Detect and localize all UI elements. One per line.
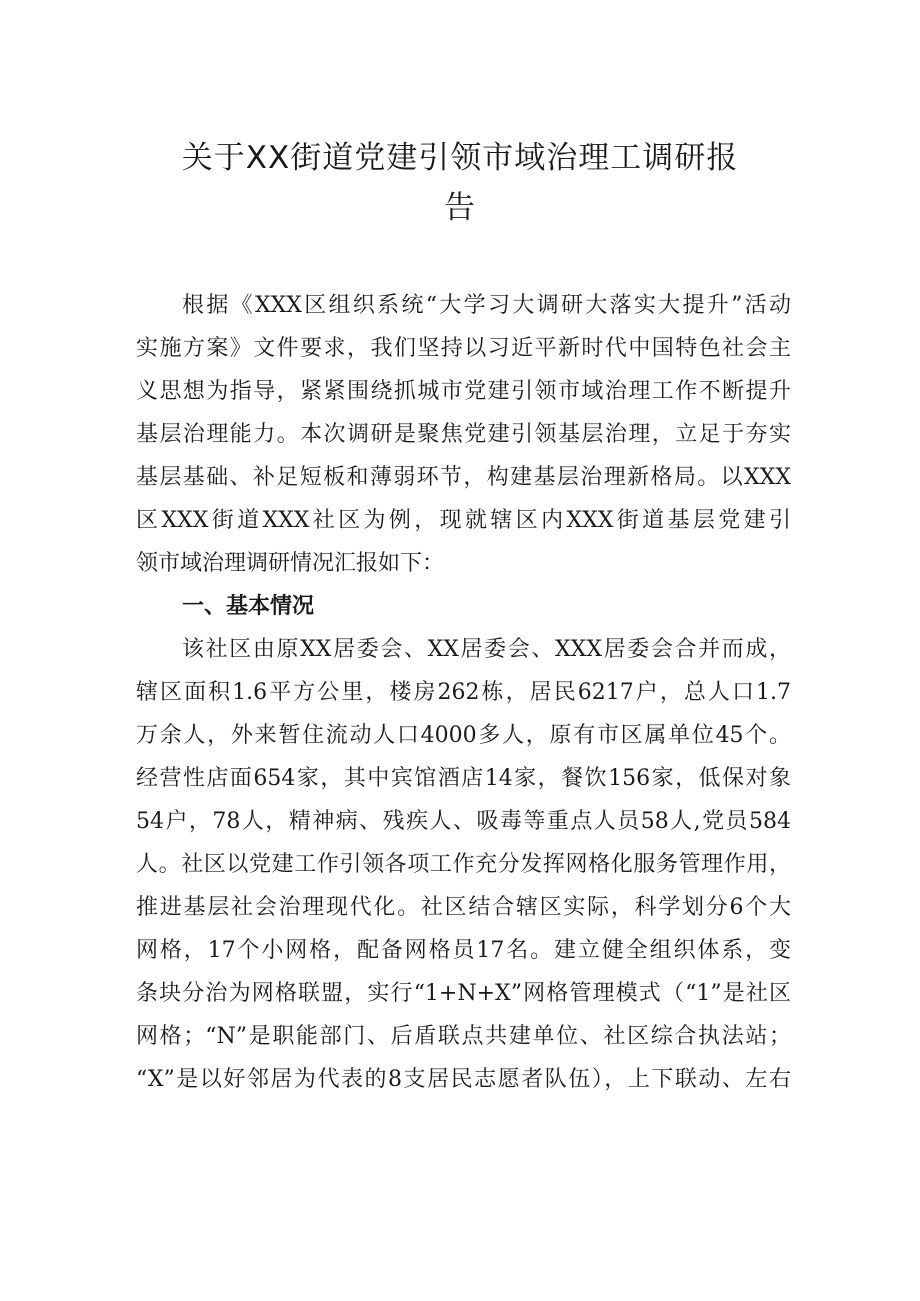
paragraph-2-line-4: 经营性店面654家，其中宾馆酒店14家，餐饮156家，低保对象 xyxy=(136,766,791,791)
paragraph-2-line-7: 推进基层社会治理现代化。社区结合辖区实际，科学划分6个大 xyxy=(136,895,791,920)
paragraph-1-line-5: 基层基础、补足短板和薄弱环节，构建基层治理新格局。以XXX xyxy=(136,465,791,490)
document-title-line-2: 告 xyxy=(444,190,476,226)
paragraph-2-line-5: 54户，78人，精神病、残疾人、吸毒等重点人员58人,党员584 xyxy=(136,809,791,834)
paragraph-1-line-7: 领市域治理调研情况汇报如下： xyxy=(136,551,445,576)
paragraph-2-line-1: 该社区由原XX居委会、XX居委会、XXX居委会合并而成， xyxy=(182,637,791,662)
paragraph-2-line-9: 条块分治为网格联盟，实行“1+N+X”网格管理模式（“1”是社区 xyxy=(136,981,791,1006)
section-heading-basic-situation: 一、基本情况 xyxy=(182,594,315,619)
paragraph-2-line-11: “X”是以好邻居为代表的8支居民志愿者队伍），上下联动、左右 xyxy=(136,1067,791,1092)
paragraph-1-line-6: 区XXX街道XXX社区为例，现就辖区内XXX街道基层党建引 xyxy=(136,508,791,533)
document-title-line-1: 关于XX街道党建引领市域治理工调研报 xyxy=(181,140,739,176)
paragraph-1-line-1: 根据《XXX区组织系统“大学习大调研大落实大提升”活动 xyxy=(182,293,791,318)
paragraph-1-line-3: 义思想为指导，紧紧围绕抓城市党建引领市域治理工作不断提升 xyxy=(136,379,791,404)
paragraph-2-line-8: 网格，17个小网格，配备网格员17名。建立健全组织体系，变 xyxy=(136,938,791,963)
paragraph-1-line-4: 基层治理能力。本次调研是聚焦党建引领基层治理，立足于夯实 xyxy=(136,422,791,447)
paragraph-2-line-6: 人。社区以党建工作引领各项工作充分发挥网格化服务管理作用， xyxy=(136,852,791,877)
paragraph-2-line-10: 网格；“N”是职能部门、后盾联点共建单位、社区综合执法站； xyxy=(136,1024,791,1049)
paragraph-1-line-2: 实施方案》文件要求，我们坚持以习近平新时代中国特色社会主 xyxy=(136,336,791,361)
paragraph-2-line-2: 辖区面积1.6平方公里，楼房262栋，居民6217户，总人口1.7 xyxy=(136,680,791,705)
paragraph-2-line-3: 万余人，外来暂住流动人口4000多人，原有市区属单位45个。 xyxy=(136,723,791,748)
